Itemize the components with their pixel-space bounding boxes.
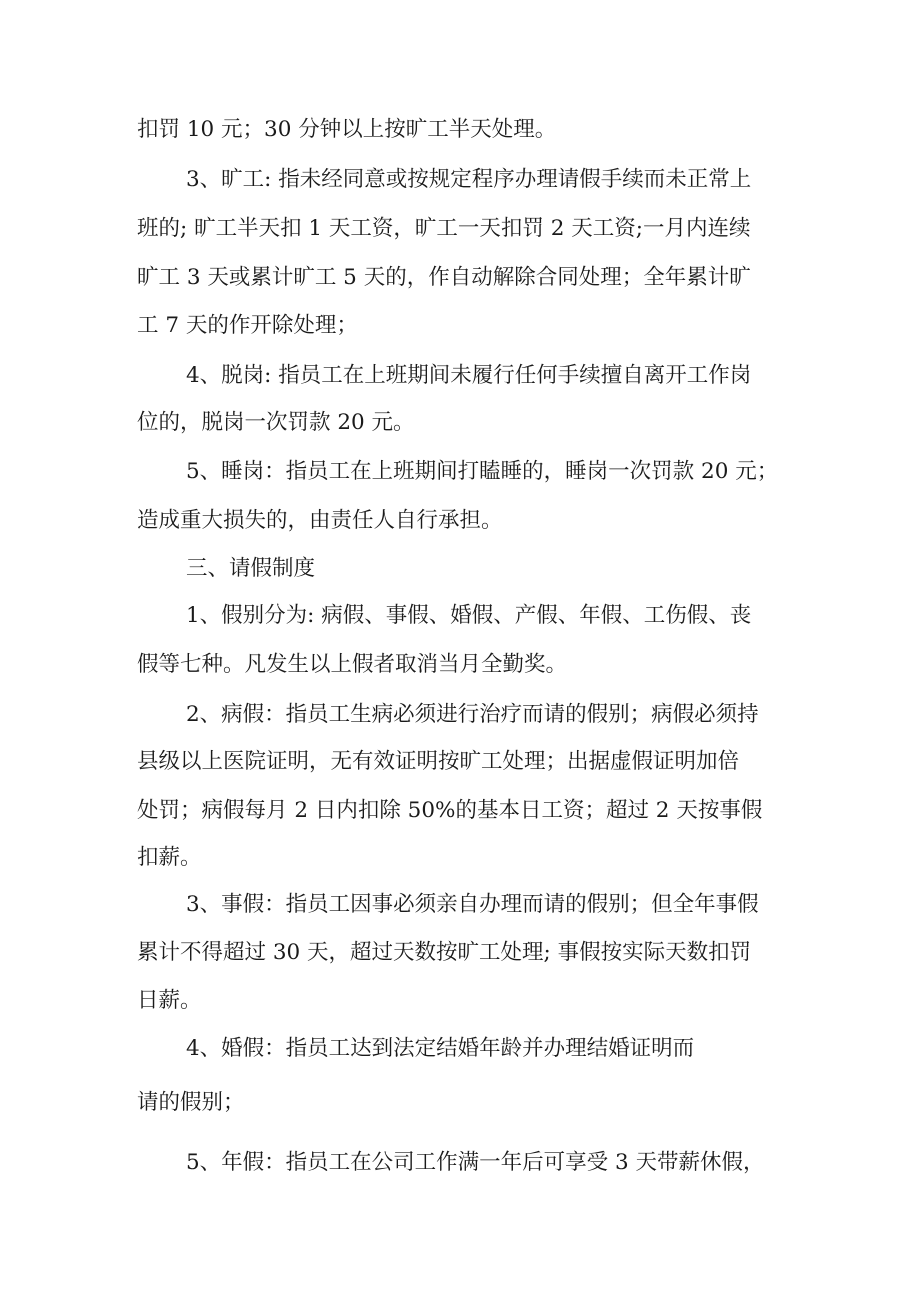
text-line: 请的假别； <box>137 1090 245 1115</box>
text-line: 班的; 旷工半天扣 1 天工资，旷工一天扣罚 2 天工资;一月内连续 <box>137 216 751 241</box>
text-line: 县级以上医院证明，无有效证明按旷工处理；出据虚假证明加倍 <box>137 749 740 774</box>
text-line: 处罚；病假每月 2 日内扣除 50%的基本日工资；超过 2 天按事假 <box>137 798 763 823</box>
text-line: 扣薪。 <box>137 845 202 870</box>
text-line: 旷工 3 天或累计旷工 5 天的，作自动解除合同处理；全年累计旷 <box>137 265 751 290</box>
text-line: 3、旷工: 指未经同意或按规定程序办理请假手续而未正常上 <box>186 167 752 192</box>
text-line: 位的，脱岗一次罚款 20 元。 <box>137 410 415 435</box>
text-line: 4、脱岗: 指员工在上班期间未履行任何手续擅自离开工作岗 <box>186 363 752 388</box>
text-line: 5、年假：指员工在公司工作满一年后可享受 3 天带薪休假， <box>186 1150 765 1175</box>
text-line: 假等七种。凡发生以上假者取消当月全勤奖。 <box>137 652 568 677</box>
text-line: 日薪。 <box>137 988 202 1013</box>
text-line: 3、事假：指员工因事必须亲自办理而请的假别；但全年事假 <box>186 892 759 917</box>
section-heading: 三、请假制度 <box>186 556 316 581</box>
text-line: 扣罚 10 元；30 分钟以上按旷工半天处理。 <box>137 117 557 142</box>
text-line: 4、婚假：指员工达到法定结婚年龄并办理结婚证明而 <box>186 1036 695 1061</box>
text-line: 累计不得超过 30 天，超过天数按旷工处理; 事假按实际天数扣罚 <box>137 940 752 965</box>
text-line: 5、睡岗：指员工在上班期间打瞌睡的，睡岗一次罚款 20 元； <box>186 459 779 484</box>
text-line: 1、假别分为: 病假、事假、婚假、产假、年假、工伤假、丧 <box>186 603 752 628</box>
text-line: 2、病假：指员工生病必须进行治疗而请的假别；病假必须持 <box>186 702 759 727</box>
text-line: 工 7 天的作开除处理； <box>137 313 358 338</box>
text-line: 造成重大损失的，由责任人自行承担。 <box>137 508 503 533</box>
